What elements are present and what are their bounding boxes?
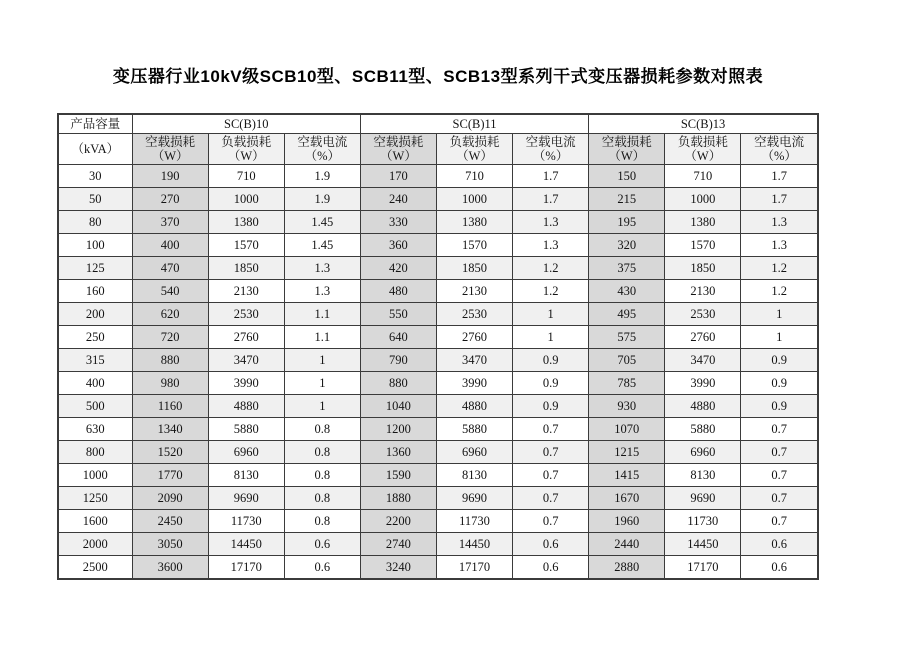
capacity-cell: 315 bbox=[58, 349, 132, 372]
noload-loss-cell: 705 bbox=[589, 349, 665, 372]
noload-current-cell: 0.7 bbox=[513, 510, 589, 533]
load-loss-cell: 1000 bbox=[665, 188, 741, 211]
capacity-cell: 200 bbox=[58, 303, 132, 326]
noload-current-cell: 0.7 bbox=[741, 510, 818, 533]
table-row bbox=[58, 487, 818, 510]
noload-current-cell: 1.1 bbox=[284, 303, 360, 326]
noload-current-cell: 0.9 bbox=[513, 395, 589, 418]
noload-loss-cell: 1960 bbox=[589, 510, 665, 533]
table-row bbox=[58, 418, 818, 441]
load-loss-cell: 710 bbox=[436, 165, 512, 188]
noload-current-cell: 0.9 bbox=[741, 372, 818, 395]
noload-loss-cell: 3240 bbox=[360, 556, 436, 580]
noload-current-cell: 1 bbox=[513, 303, 589, 326]
noload-current-cell: 0.8 bbox=[284, 510, 360, 533]
noload-current-cell: 1.7 bbox=[741, 188, 818, 211]
table-row bbox=[58, 441, 818, 464]
noload-current-cell: 1.3 bbox=[513, 234, 589, 257]
load-loss-cell: 9690 bbox=[436, 487, 512, 510]
noload-current-cell: 1.2 bbox=[741, 257, 818, 280]
noload-loss-cell: 2450 bbox=[132, 510, 208, 533]
load-loss-cell: 5880 bbox=[665, 418, 741, 441]
noload-loss-cell: 240 bbox=[360, 188, 436, 211]
noload-current-cell: 0.7 bbox=[741, 487, 818, 510]
noload-current-cell: 0.7 bbox=[513, 464, 589, 487]
noload-current-cell: 0.9 bbox=[513, 372, 589, 395]
header-scb10-noload-loss: 空载损耗（W） bbox=[132, 134, 208, 165]
noload-loss-cell: 1880 bbox=[360, 487, 436, 510]
header-scb11-load-loss: 负载损耗（W） bbox=[436, 134, 512, 165]
load-loss-cell: 3470 bbox=[208, 349, 284, 372]
noload-loss-cell: 880 bbox=[132, 349, 208, 372]
noload-loss-cell: 1200 bbox=[360, 418, 436, 441]
noload-current-cell: 0.8 bbox=[284, 464, 360, 487]
table-row bbox=[58, 395, 818, 418]
noload-loss-cell: 330 bbox=[360, 211, 436, 234]
noload-current-cell: 1.2 bbox=[513, 280, 589, 303]
noload-loss-cell: 1360 bbox=[360, 441, 436, 464]
noload-loss-cell: 1340 bbox=[132, 418, 208, 441]
header-group-scb10: SC(B)10 bbox=[132, 114, 360, 134]
noload-current-cell: 1.45 bbox=[284, 211, 360, 234]
noload-loss-cell: 785 bbox=[589, 372, 665, 395]
load-loss-cell: 11730 bbox=[208, 510, 284, 533]
capacity-cell: 2500 bbox=[58, 556, 132, 580]
noload-current-cell: 1.3 bbox=[284, 280, 360, 303]
noload-loss-cell: 2440 bbox=[589, 533, 665, 556]
noload-current-cell: 0.6 bbox=[284, 556, 360, 580]
noload-loss-cell: 1070 bbox=[589, 418, 665, 441]
load-loss-cell: 1570 bbox=[436, 234, 512, 257]
capacity-cell: 1000 bbox=[58, 464, 132, 487]
capacity-cell: 50 bbox=[58, 188, 132, 211]
noload-loss-cell: 1215 bbox=[589, 441, 665, 464]
noload-loss-cell: 930 bbox=[589, 395, 665, 418]
load-loss-cell: 5880 bbox=[208, 418, 284, 441]
noload-loss-cell: 195 bbox=[589, 211, 665, 234]
noload-loss-cell: 980 bbox=[132, 372, 208, 395]
noload-loss-cell: 270 bbox=[132, 188, 208, 211]
load-loss-cell: 1000 bbox=[208, 188, 284, 211]
noload-loss-cell: 575 bbox=[589, 326, 665, 349]
noload-loss-cell: 215 bbox=[589, 188, 665, 211]
noload-loss-cell: 1415 bbox=[589, 464, 665, 487]
noload-loss-cell: 2740 bbox=[360, 533, 436, 556]
noload-current-cell: 0.9 bbox=[741, 349, 818, 372]
capacity-cell: 400 bbox=[58, 372, 132, 395]
noload-current-cell: 0.7 bbox=[741, 464, 818, 487]
noload-loss-cell: 495 bbox=[589, 303, 665, 326]
table-row bbox=[58, 188, 818, 211]
noload-current-cell: 0.6 bbox=[513, 556, 589, 580]
group-header-row bbox=[58, 114, 818, 134]
capacity-cell: 500 bbox=[58, 395, 132, 418]
noload-current-cell: 1.3 bbox=[741, 211, 818, 234]
load-loss-cell: 2130 bbox=[436, 280, 512, 303]
capacity-cell: 250 bbox=[58, 326, 132, 349]
load-loss-cell: 14450 bbox=[208, 533, 284, 556]
noload-loss-cell: 190 bbox=[132, 165, 208, 188]
capacity-cell: 2000 bbox=[58, 533, 132, 556]
noload-current-cell: 1 bbox=[741, 326, 818, 349]
noload-loss-cell: 620 bbox=[132, 303, 208, 326]
noload-loss-cell: 2090 bbox=[132, 487, 208, 510]
load-loss-cell: 17170 bbox=[665, 556, 741, 580]
noload-current-cell: 0.9 bbox=[513, 349, 589, 372]
noload-loss-cell: 3600 bbox=[132, 556, 208, 580]
header-kva-unit: （kVA） bbox=[58, 134, 132, 165]
load-loss-cell: 710 bbox=[665, 165, 741, 188]
noload-current-cell: 1.9 bbox=[284, 165, 360, 188]
header-scb10-noload-current: 空载电流（%） bbox=[284, 134, 360, 165]
noload-loss-cell: 2880 bbox=[589, 556, 665, 580]
noload-loss-cell: 360 bbox=[360, 234, 436, 257]
noload-current-cell: 0.7 bbox=[513, 418, 589, 441]
noload-current-cell: 1.3 bbox=[513, 211, 589, 234]
noload-current-cell: 0.7 bbox=[513, 441, 589, 464]
noload-current-cell: 1 bbox=[284, 372, 360, 395]
noload-loss-cell: 370 bbox=[132, 211, 208, 234]
table-row bbox=[58, 556, 818, 580]
noload-current-cell: 1.2 bbox=[741, 280, 818, 303]
load-loss-cell: 2530 bbox=[436, 303, 512, 326]
noload-loss-cell: 420 bbox=[360, 257, 436, 280]
noload-current-cell: 0.6 bbox=[513, 533, 589, 556]
noload-loss-cell: 550 bbox=[360, 303, 436, 326]
noload-current-cell: 1 bbox=[741, 303, 818, 326]
load-loss-cell: 11730 bbox=[436, 510, 512, 533]
noload-loss-cell: 320 bbox=[589, 234, 665, 257]
load-loss-cell: 3470 bbox=[436, 349, 512, 372]
noload-loss-cell: 2200 bbox=[360, 510, 436, 533]
noload-loss-cell: 1160 bbox=[132, 395, 208, 418]
capacity-cell: 100 bbox=[58, 234, 132, 257]
load-loss-cell: 4880 bbox=[208, 395, 284, 418]
table-row bbox=[58, 510, 818, 533]
noload-loss-cell: 790 bbox=[360, 349, 436, 372]
noload-current-cell: 1 bbox=[284, 395, 360, 418]
load-loss-cell: 14450 bbox=[665, 533, 741, 556]
noload-current-cell: 0.9 bbox=[741, 395, 818, 418]
noload-loss-cell: 1590 bbox=[360, 464, 436, 487]
page-title: 变压器行业10kV级SCB10型、SCB11型、SCB13型系列干式变压器损耗参数对照表 bbox=[112, 67, 764, 86]
header-scb11-noload-loss: 空载损耗（W） bbox=[360, 134, 436, 165]
capacity-cell: 30 bbox=[58, 165, 132, 188]
load-loss-cell: 710 bbox=[208, 165, 284, 188]
header-scb13-noload-loss: 空载损耗（W） bbox=[589, 134, 665, 165]
table-row bbox=[58, 464, 818, 487]
noload-current-cell: 0.7 bbox=[513, 487, 589, 510]
table-row bbox=[58, 533, 818, 556]
load-loss-cell: 9690 bbox=[208, 487, 284, 510]
noload-current-cell: 1.45 bbox=[284, 234, 360, 257]
table-row bbox=[58, 165, 818, 188]
noload-loss-cell: 170 bbox=[360, 165, 436, 188]
capacity-cell: 1600 bbox=[58, 510, 132, 533]
load-loss-cell: 1380 bbox=[665, 211, 741, 234]
header-scb13-load-loss: 负载损耗（W） bbox=[665, 134, 741, 165]
noload-current-cell: 0.6 bbox=[741, 556, 818, 580]
noload-current-cell: 1.7 bbox=[513, 165, 589, 188]
table-row bbox=[58, 326, 818, 349]
table-row bbox=[58, 257, 818, 280]
load-loss-cell: 4880 bbox=[436, 395, 512, 418]
load-loss-cell: 8130 bbox=[436, 464, 512, 487]
table-body bbox=[58, 165, 818, 580]
noload-current-cell: 1.2 bbox=[513, 257, 589, 280]
load-loss-cell: 2530 bbox=[665, 303, 741, 326]
noload-current-cell: 0.8 bbox=[284, 441, 360, 464]
table-row bbox=[58, 372, 818, 395]
load-loss-cell: 6960 bbox=[436, 441, 512, 464]
noload-loss-cell: 150 bbox=[589, 165, 665, 188]
noload-current-cell: 0.8 bbox=[284, 418, 360, 441]
load-loss-cell: 8130 bbox=[208, 464, 284, 487]
capacity-cell: 125 bbox=[58, 257, 132, 280]
noload-current-cell: 1.1 bbox=[284, 326, 360, 349]
load-loss-cell: 9690 bbox=[665, 487, 741, 510]
load-loss-cell: 2760 bbox=[665, 326, 741, 349]
noload-current-cell: 1.3 bbox=[284, 257, 360, 280]
noload-loss-cell: 400 bbox=[132, 234, 208, 257]
header-scb13-noload-current: 空载电流（%） bbox=[741, 134, 818, 165]
capacity-cell: 160 bbox=[58, 280, 132, 303]
table-row bbox=[58, 303, 818, 326]
noload-current-cell: 1 bbox=[513, 326, 589, 349]
noload-loss-cell: 480 bbox=[360, 280, 436, 303]
noload-current-cell: 0.6 bbox=[741, 533, 818, 556]
noload-loss-cell: 640 bbox=[360, 326, 436, 349]
load-loss-cell: 1570 bbox=[208, 234, 284, 257]
noload-loss-cell: 1040 bbox=[360, 395, 436, 418]
header-group-scb13: SC(B)13 bbox=[589, 114, 818, 134]
noload-loss-cell: 3050 bbox=[132, 533, 208, 556]
transformer-loss-table bbox=[57, 113, 819, 580]
table-row bbox=[58, 280, 818, 303]
capacity-cell: 80 bbox=[58, 211, 132, 234]
noload-current-cell: 0.8 bbox=[284, 487, 360, 510]
header-product-capacity: 产品容量 bbox=[58, 114, 132, 134]
noload-current-cell: 1 bbox=[284, 349, 360, 372]
load-loss-cell: 3990 bbox=[208, 372, 284, 395]
load-loss-cell: 14450 bbox=[436, 533, 512, 556]
load-loss-cell: 6960 bbox=[665, 441, 741, 464]
load-loss-cell: 17170 bbox=[208, 556, 284, 580]
noload-current-cell: 0.6 bbox=[284, 533, 360, 556]
load-loss-cell: 1380 bbox=[436, 211, 512, 234]
capacity-cell: 800 bbox=[58, 441, 132, 464]
table-row bbox=[58, 211, 818, 234]
capacity-cell: 1250 bbox=[58, 487, 132, 510]
noload-current-cell: 1.3 bbox=[741, 234, 818, 257]
load-loss-cell: 2530 bbox=[208, 303, 284, 326]
load-loss-cell: 17170 bbox=[436, 556, 512, 580]
load-loss-cell: 1570 bbox=[665, 234, 741, 257]
load-loss-cell: 1850 bbox=[436, 257, 512, 280]
header-scb10-load-loss: 负载损耗（W） bbox=[208, 134, 284, 165]
noload-loss-cell: 470 bbox=[132, 257, 208, 280]
header-group-scb11: SC(B)11 bbox=[360, 114, 588, 134]
noload-loss-cell: 1520 bbox=[132, 441, 208, 464]
load-loss-cell: 4880 bbox=[665, 395, 741, 418]
load-loss-cell: 2130 bbox=[208, 280, 284, 303]
load-loss-cell: 1850 bbox=[208, 257, 284, 280]
capacity-cell: 630 bbox=[58, 418, 132, 441]
noload-current-cell: 0.7 bbox=[741, 441, 818, 464]
load-loss-cell: 1000 bbox=[436, 188, 512, 211]
noload-current-cell: 0.7 bbox=[741, 418, 818, 441]
load-loss-cell: 8130 bbox=[665, 464, 741, 487]
table-row bbox=[58, 349, 818, 372]
noload-loss-cell: 1770 bbox=[132, 464, 208, 487]
load-loss-cell: 5880 bbox=[436, 418, 512, 441]
load-loss-cell: 2130 bbox=[665, 280, 741, 303]
load-loss-cell: 6960 bbox=[208, 441, 284, 464]
noload-loss-cell: 880 bbox=[360, 372, 436, 395]
load-loss-cell: 2760 bbox=[436, 326, 512, 349]
noload-loss-cell: 1670 bbox=[589, 487, 665, 510]
load-loss-cell: 1850 bbox=[665, 257, 741, 280]
noload-loss-cell: 430 bbox=[589, 280, 665, 303]
noload-current-cell: 1.9 bbox=[284, 188, 360, 211]
load-loss-cell: 1380 bbox=[208, 211, 284, 234]
load-loss-cell: 2760 bbox=[208, 326, 284, 349]
load-loss-cell: 3990 bbox=[665, 372, 741, 395]
load-loss-cell: 3990 bbox=[436, 372, 512, 395]
load-loss-cell: 3470 bbox=[665, 349, 741, 372]
noload-loss-cell: 540 bbox=[132, 280, 208, 303]
load-loss-cell: 11730 bbox=[665, 510, 741, 533]
noload-loss-cell: 720 bbox=[132, 326, 208, 349]
header-scb11-noload-current: 空载电流（%） bbox=[513, 134, 589, 165]
noload-current-cell: 1.7 bbox=[741, 165, 818, 188]
noload-current-cell: 1.7 bbox=[513, 188, 589, 211]
noload-loss-cell: 375 bbox=[589, 257, 665, 280]
sub-header-row bbox=[58, 134, 818, 165]
table-row bbox=[58, 234, 818, 257]
